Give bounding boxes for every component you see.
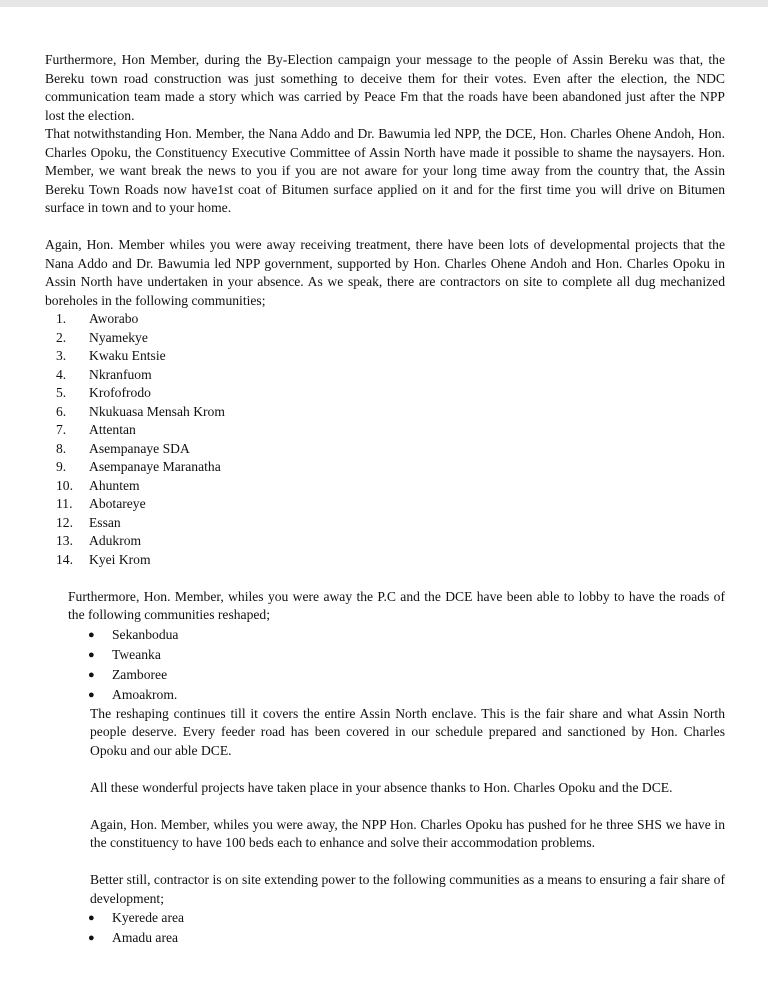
- list-number: 12.: [56, 514, 73, 530]
- list-number: 1.: [56, 311, 67, 326]
- list-number: 11.: [56, 496, 73, 511]
- top-bar: [0, 0, 768, 7]
- paragraph-power-intro: Better still, contractor is on site extending power to the following communities as a means to ensuring a fair share of development;: [90, 872, 725, 906]
- paragraph-projects: All these wonderful projects have taken place in your absence thanks to Hon. Charles Opoku and the DCE.: [90, 779, 673, 795]
- list-number: 2.: [56, 329, 67, 345]
- community-name: Asempanaye SDA: [89, 440, 190, 456]
- community-name: Krofofrodo: [89, 385, 151, 400]
- community-name: Nkranfuom: [89, 366, 152, 382]
- community-name: Attentan: [89, 422, 136, 437]
- borehole-list-item: [56, 495, 725, 514]
- community-name: Asempanaye Maranatha: [89, 459, 221, 474]
- bullet-icon: ●: [88, 688, 95, 701]
- community-name: Amadu area: [112, 930, 179, 945]
- borehole-list-item: [56, 514, 725, 533]
- borehole-list-item: [56, 384, 725, 403]
- list-number: 14.: [56, 551, 73, 567]
- bullet-icon: ●: [88, 932, 95, 944]
- community-name: Essan: [89, 514, 121, 530]
- borehole-list-item: [56, 421, 725, 440]
- road-community-item: [88, 625, 725, 645]
- community-name: Sekanbodua: [112, 626, 179, 642]
- road-community-list: [45, 625, 725, 705]
- community-name: Zamboree: [112, 666, 168, 682]
- community-name: Kyei Krom: [89, 551, 151, 567]
- paragraph-roads-intro: Furthermore, Hon. Member, whiles you were away the P.C and the DCE have been able to lobby to have the roads of the following communities reshaped;: [68, 588, 725, 622]
- borehole-list-item: [56, 458, 725, 477]
- road-community-item: [88, 645, 725, 665]
- borehole-list-item: [56, 310, 725, 329]
- paragraph-reshaping: The reshaping continues till it covers the entire Assin North enclave. This is the fair share and what Assin North people deserve. Every feeder road has been covered in our schedule prepared and sanctioned by Hon. Charles Opoku and our able DCE.: [90, 705, 725, 758]
- community-name: Abotareye: [89, 496, 146, 511]
- bullet-icon: ●: [88, 628, 95, 641]
- community-name: Kyerede area: [112, 910, 185, 925]
- community-name: Nyamekye: [89, 329, 148, 345]
- borehole-list-item: [56, 329, 725, 348]
- list-number: 10.: [56, 477, 73, 493]
- borehole-list-item: [56, 551, 725, 570]
- borehole-list-item: [56, 366, 725, 385]
- list-number: 6.: [56, 403, 67, 419]
- power-community-list: [45, 908, 725, 948]
- road-community-item: [88, 665, 725, 685]
- list-number: 9.: [56, 459, 67, 474]
- bullet-icon: ●: [88, 648, 95, 661]
- power-community-item: [88, 928, 725, 948]
- borehole-community-list: [45, 310, 725, 569]
- paragraph-by-election: Furthermore, Hon Member, during the By-Election campaign your message to the people of Assin Bereku was that, the Bereku town road construction was just something to deceive them for their votes. Even after the election, the NDC communication team made a story which was carried by Peace Fm that the roads have been abandoned just after the NPP lost the election.: [45, 52, 725, 123]
- community-name: Ahuntem: [89, 477, 140, 493]
- community-name: Aworabo: [89, 311, 139, 326]
- community-name: Tweanka: [112, 646, 161, 662]
- borehole-list-item: [56, 403, 725, 422]
- paragraph-boreholes-intro: Again, Hon. Member whiles you were away receiving treatment, there have been lots of developmental projects that the Nana Addo and Dr. Bawumia led NPP government, supported by Hon. Charles Ohene Andoh and Hon. Charles Opoku in Assin North have undertaken in your absence. As we speak, there are contractors on site to complete all dug mechanized boreholes in the following communities;: [45, 237, 725, 308]
- borehole-list-item: [56, 532, 725, 551]
- borehole-list-item: [56, 477, 725, 496]
- community-name: Nkukuasa Mensah Krom: [89, 403, 225, 419]
- road-community-item: [88, 685, 725, 705]
- paragraph-shs-beds: Again, Hon. Member, whiles you were away, the NPP Hon. Charles Opoku has pushed for he three SHS we have in the constituency to have 100 beds each to enhance and solve their accommodation problems.: [90, 816, 725, 850]
- list-number: 7.: [56, 422, 67, 437]
- list-number: 13.: [56, 533, 73, 548]
- list-number: 8.: [56, 440, 67, 456]
- community-name: Adukrom: [89, 533, 142, 548]
- bullet-icon: ●: [88, 668, 95, 681]
- list-number: 5.: [56, 385, 67, 400]
- bullet-icon: ●: [88, 912, 95, 924]
- power-community-item: [88, 908, 725, 928]
- community-name: Amoakrom.: [112, 686, 178, 702]
- document-page: [45, 51, 725, 948]
- paragraph-notwithstanding: That notwithstanding Hon. Member, the Nana Addo and Dr. Bawumia led NPP, the DCE, Hon. Charles Ohene Andoh, Hon. Charles Opoku, the Constituency Executive Committee of Assin North have made it possible to shame the naysayers. Hon. Member, we want break the news to you if you are not aware for your long time away from the country that, the Assin Bereku Town Roads now have1st coat of Bitumen surface applied on it and for the first time you will drive on Bitumen surface in town and to your home.: [45, 126, 725, 215]
- community-name: Kwaku Entsie: [89, 348, 166, 363]
- borehole-list-item: [56, 440, 725, 459]
- list-number: 3.: [56, 348, 67, 363]
- borehole-list-item: [56, 347, 725, 366]
- list-number: 4.: [56, 366, 67, 382]
